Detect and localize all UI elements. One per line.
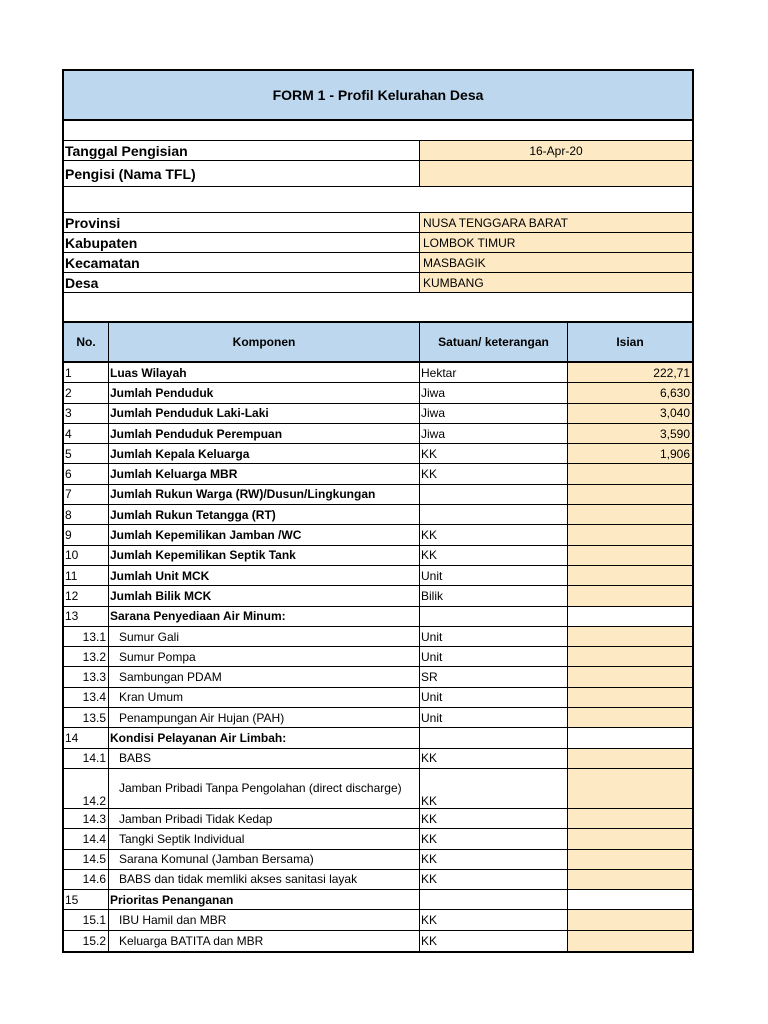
row-satuan: Unit	[420, 566, 568, 585]
row-number: 15	[64, 890, 109, 909]
row-isian-input[interactable]	[568, 829, 692, 848]
row-isian-input[interactable]	[568, 647, 692, 666]
row-isian-input[interactable]	[568, 870, 692, 889]
table-row	[64, 363, 692, 383]
table-row	[64, 566, 692, 586]
table-row	[64, 870, 692, 890]
row-komponen: Jumlah Penduduk	[109, 383, 420, 402]
row-isian-input[interactable]: 1,906	[568, 444, 692, 463]
row-isian-input[interactable]	[568, 607, 692, 626]
row-number: 14	[64, 728, 109, 747]
row-isian-input[interactable]	[568, 505, 692, 524]
field-row-pengisi	[64, 161, 692, 187]
row-komponen: Tangki Septik Individual	[109, 829, 420, 848]
field-value-desa[interactable]: KUMBANG	[420, 273, 692, 292]
table-row	[64, 829, 692, 849]
row-isian-input[interactable]	[568, 890, 692, 909]
table-row	[64, 444, 692, 464]
field-row-kecamatan	[64, 253, 692, 273]
table-row	[64, 607, 692, 627]
row-satuan: Hektar	[420, 363, 568, 382]
table-row	[64, 424, 692, 444]
row-satuan: KK	[420, 870, 568, 889]
row-komponen: Jumlah Penduduk Laki-Laki	[109, 404, 420, 423]
row-isian-input[interactable]: 222,71	[568, 363, 692, 382]
table-row	[64, 667, 692, 687]
table-row	[64, 728, 692, 748]
row-komponen: Sarana Penyediaan Air Minum:	[109, 607, 420, 626]
row-isian-input[interactable]	[568, 769, 692, 808]
row-komponen: IBU Hamil dan MBR	[109, 910, 420, 929]
row-satuan: KK	[420, 444, 568, 463]
table-row	[64, 505, 692, 525]
row-satuan: KK	[420, 769, 568, 808]
row-komponen: Jumlah Keluarga MBR	[109, 464, 420, 483]
table-row	[64, 586, 692, 606]
row-satuan: Bilik	[420, 586, 568, 605]
row-number: 14.1	[64, 749, 109, 768]
row-number: 13.3	[64, 667, 109, 686]
header-no: No.	[64, 323, 109, 361]
row-komponen: Sumur Gali	[109, 627, 420, 646]
row-number: 2	[64, 383, 109, 402]
row-satuan	[420, 607, 568, 626]
row-komponen: Prioritas Penanganan	[109, 890, 420, 909]
row-number: 13.1	[64, 627, 109, 646]
row-isian-input[interactable]	[568, 525, 692, 544]
row-number: 7	[64, 485, 109, 504]
table-row	[64, 910, 692, 930]
row-komponen: Jumlah Unit MCK	[109, 566, 420, 585]
table-row	[64, 688, 692, 708]
row-komponen: Jumlah Kepemilikan Jamban /WC	[109, 525, 420, 544]
table-row	[64, 383, 692, 403]
row-komponen: Kran Umum	[109, 688, 420, 707]
row-komponen: Jumlah Kepemilikan Septik Tank	[109, 546, 420, 565]
row-isian-input[interactable]	[568, 586, 692, 605]
row-isian-input[interactable]	[568, 566, 692, 585]
header-komponen: Komponen	[109, 323, 420, 361]
row-isian-input[interactable]	[568, 546, 692, 565]
table-row	[64, 850, 692, 870]
row-number: 14.2	[64, 769, 109, 808]
table-row	[64, 627, 692, 647]
row-satuan: Jiwa	[420, 383, 568, 402]
table-row	[64, 647, 692, 667]
form-title: FORM 1 - Profil Kelurahan Desa	[64, 71, 692, 121]
row-komponen: Jumlah Penduduk Perempuan	[109, 424, 420, 443]
row-number: 6	[64, 464, 109, 483]
row-komponen: Jumlah Rukun Warga (RW)/Dusun/Lingkungan	[109, 485, 420, 504]
row-satuan	[420, 485, 568, 504]
row-number: 5	[64, 444, 109, 463]
row-number: 14.5	[64, 850, 109, 869]
row-satuan	[420, 728, 568, 747]
field-label-provinsi: Provinsi	[64, 213, 420, 232]
row-komponen: Kondisi Pelayanan Air Limbah:	[109, 728, 420, 747]
row-number: 13.4	[64, 688, 109, 707]
row-komponen: Jumlah Bilik MCK	[109, 586, 420, 605]
row-satuan: KK	[420, 850, 568, 869]
header-isian: Isian	[616, 335, 644, 349]
field-label-desa: Desa	[64, 273, 420, 292]
field-value-provinsi[interactable]: NUSA TENGGARA BARAT	[420, 213, 692, 232]
row-number: 12	[64, 586, 109, 605]
row-number: 11	[64, 566, 109, 585]
row-isian-input[interactable]	[568, 850, 692, 869]
row-satuan	[420, 505, 568, 524]
row-isian-input[interactable]	[568, 667, 692, 686]
row-satuan: Unit	[420, 627, 568, 646]
table-row	[64, 749, 692, 769]
row-satuan: Unit	[420, 647, 568, 666]
row-number: 8	[64, 505, 109, 524]
spacer-row	[64, 121, 692, 141]
form-sheet	[62, 69, 694, 953]
row-komponen: Penampungan Air Hujan (PAH)	[109, 708, 420, 727]
row-satuan: KK	[420, 829, 568, 848]
row-number: 1	[64, 363, 109, 382]
row-number: 10	[64, 546, 109, 565]
field-row-provinsi	[64, 213, 692, 233]
field-row-desa	[64, 273, 692, 293]
row-isian-input[interactable]	[568, 728, 692, 747]
row-satuan: Unit	[420, 688, 568, 707]
row-satuan: KK	[420, 809, 568, 828]
field-value-kecamatan[interactable]: MASBAGIK	[420, 253, 692, 272]
table-row	[64, 890, 692, 910]
row-satuan: KK	[420, 546, 568, 565]
row-number: 13.2	[64, 647, 109, 666]
field-value-tanggal[interactable]: 16-Apr-20	[420, 141, 692, 160]
row-komponen: Jamban Pribadi Tidak Kedap	[109, 809, 420, 828]
table-row	[64, 708, 692, 728]
row-komponen: Luas Wilayah	[109, 363, 420, 382]
field-label-pengisi: Pengisi (Nama TFL)	[64, 161, 420, 186]
row-satuan: SR	[420, 667, 568, 686]
field-label-tanggal: Tanggal Pengisian	[64, 141, 420, 160]
table-row	[64, 769, 692, 809]
field-row-kabupaten	[64, 233, 692, 253]
row-number: 3	[64, 404, 109, 423]
table-row	[64, 931, 692, 951]
row-number: 14.3	[64, 809, 109, 828]
header-satuan: Satuan/ keterangan	[420, 323, 568, 361]
row-komponen: Jumlah Rukun Tetangga (RT)	[109, 505, 420, 524]
table-row	[64, 546, 692, 566]
row-isian-input[interactable]	[568, 627, 692, 646]
row-komponen: BABS	[109, 749, 420, 768]
row-number: 15.1	[64, 910, 109, 929]
row-isian-input[interactable]	[568, 485, 692, 504]
row-satuan: KK	[420, 749, 568, 768]
field-label-kabupaten: Kabupaten	[64, 233, 420, 252]
row-isian-input[interactable]	[568, 910, 692, 929]
field-value-pengisi[interactable]	[420, 161, 692, 186]
row-satuan: KK	[420, 931, 568, 951]
row-komponen: Jumlah Kepala Keluarga	[109, 444, 420, 463]
row-komponen: BABS dan tidak memliki akses sanitasi layak	[109, 870, 420, 889]
row-satuan	[420, 890, 568, 909]
row-satuan: KK	[420, 464, 568, 483]
row-number: 14.4	[64, 829, 109, 848]
row-isian-input[interactable]	[568, 931, 692, 951]
row-isian-input[interactable]: 3,040	[568, 404, 692, 423]
row-number: 13	[64, 607, 109, 626]
table-row	[64, 809, 692, 829]
row-isian-input[interactable]	[568, 708, 692, 727]
row-komponen: Sambungan PDAM	[109, 667, 420, 686]
field-label-kecamatan: Kecamatan	[64, 253, 420, 272]
table-row	[64, 485, 692, 505]
row-isian-input[interactable]	[568, 749, 692, 768]
table-header	[64, 321, 692, 363]
row-number: 9	[64, 525, 109, 544]
field-value-kabupaten[interactable]: LOMBOK TIMUR	[420, 233, 692, 252]
row-number: 15.2	[64, 931, 109, 951]
row-komponen: Sarana Komunal (Jamban Bersama)	[109, 850, 420, 869]
row-isian-input[interactable]: 6,630	[568, 383, 692, 402]
table-body	[64, 363, 692, 951]
row-satuan: KK	[420, 910, 568, 929]
row-satuan: KK	[420, 525, 568, 544]
row-isian-input[interactable]	[568, 809, 692, 828]
row-satuan: Jiwa	[420, 404, 568, 423]
row-isian-input[interactable]	[568, 688, 692, 707]
row-komponen: Jamban Pribadi Tanpa Pengolahan (direct discharge)	[109, 769, 420, 808]
row-isian-input[interactable]	[568, 464, 692, 483]
row-komponen: Sumur Pompa	[109, 647, 420, 666]
row-isian-input[interactable]: 3,590	[568, 424, 692, 443]
row-komponen: Keluarga BATITA dan MBR	[109, 931, 420, 951]
row-number: 14.6	[64, 870, 109, 889]
field-row-tanggal	[64, 141, 692, 161]
row-number: 4	[64, 424, 109, 443]
row-number: 13.5	[64, 708, 109, 727]
row-satuan: Jiwa	[420, 424, 568, 443]
row-satuan: Unit	[420, 708, 568, 727]
spacer-row	[64, 293, 692, 321]
spacer-row	[64, 187, 692, 213]
table-row	[64, 525, 692, 545]
table-row	[64, 404, 692, 424]
table-row	[64, 464, 692, 484]
